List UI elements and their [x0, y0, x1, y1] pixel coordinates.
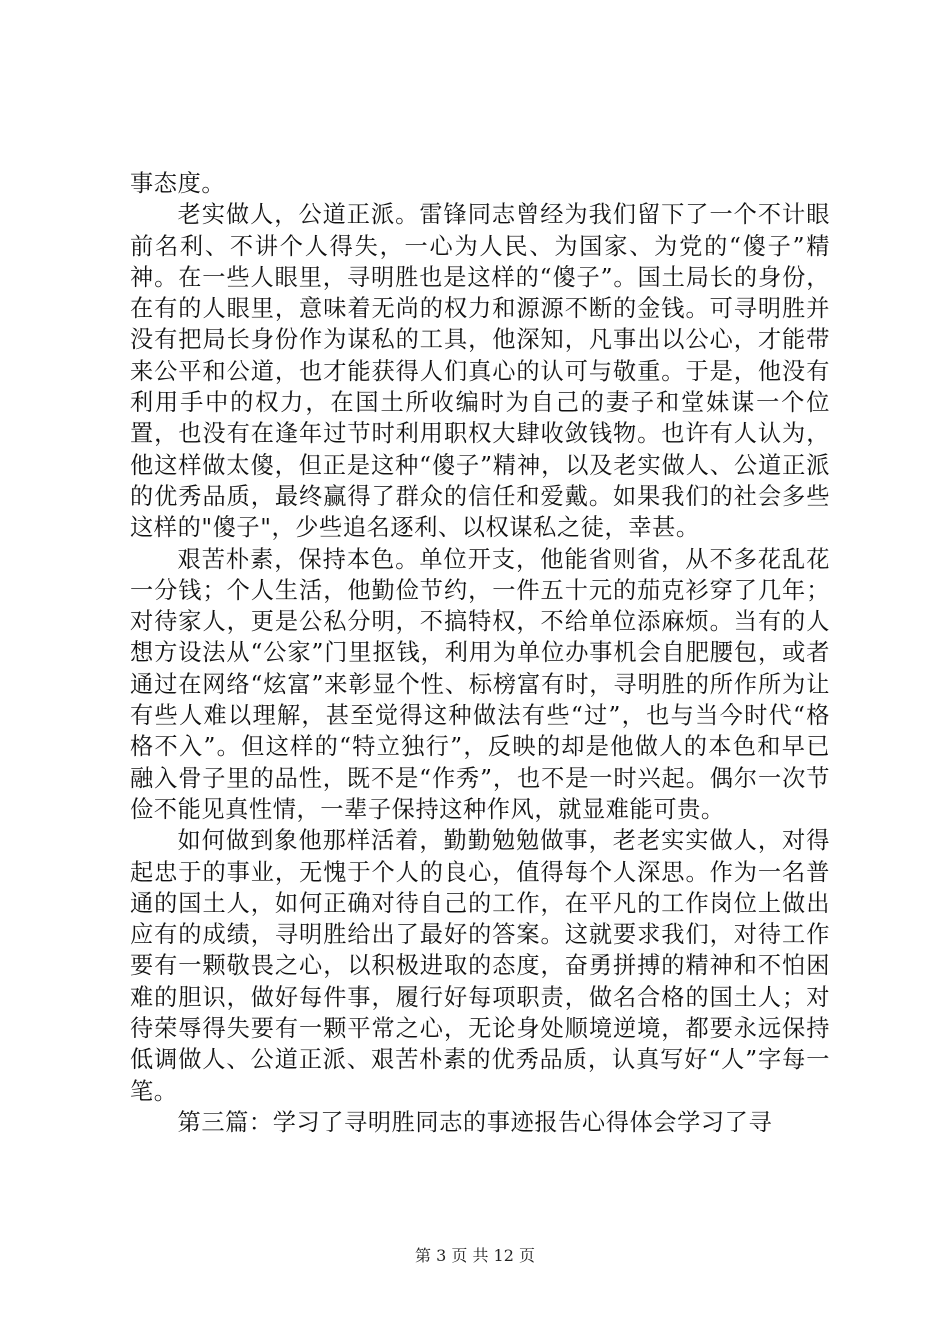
document-body — [130, 168, 830, 1138]
paragraph-third-article: 第三篇：学习了寻明胜同志的事迹报告心得体会学习了寻 — [177, 1108, 773, 1136]
paragraph-frugality: 艰苦朴素，保持本色。单位开支，他能省则省，从不多花乱花一分钱；个人生活，他勤俭节约，一件五十元的茄克衫穿了几年；对待家人，更是公私分明，不搞特权，不给单位添麻烦。当有的人想方设法从“公家”门里抠钱，利用为单位办事机会自肥腰包，或者通过在网络“炫富”来彰显个性、标榜富有时，寻明胜的所作所为让有些人难以理解，甚至觉得这种做法有些“过”，也与当今时代“格格不入”。但这样的“特立独行”，反映的却是他做人的本色和早已融入骨子里的品性，既不是“作秀”，也不是一时兴起。偶尔一次节俭不能见真性情，一辈子保持这种作风，就显难能可贵。 — [130, 545, 830, 823]
paragraph-reflection: 如何做到象他那样活着，勤勤勉勉做事，老老实实做人，对得起忠于的事业，无愧于个人的良心，值得每个人深思。作为一名普通的国土人，如何正确对待自己的工作，在平凡的工作岗位上做出应有的成绩，寻明胜给出了最好的答案。这就要求我们，对待工作要有一颗敬畏之心，以积极进取的态度，奋勇拼搏的精神和不怕困难的胆识，做好每件事，履行好每项职责，做名合格的国土人；对待荣辱得失要有一颗平常之心，无论身处顺境逆境，都要永远保持低调做人、公道正派、艰苦朴素的优秀品质，认真写好“人”字每一笔。 — [130, 827, 830, 1105]
paragraph-continuation: 事态度。 — [130, 170, 226, 197]
paragraph-honesty: 老实做人，公道正派。雷锋同志曾经为我们留下了一个不计眼前名利、不讲个人得失，一心为人民、为国家、为党的“傻子”精神。在一些人眼里，寻明胜也是这样的“傻子”。国土局长的身份，在有的人眼里，意味着无尚的权力和源源不断的金钱。可寻明胜并没有把局长身份作为谋私的工具，他深知，凡事出以公心，才能带来公平和公道，也才能获得人们真心的认可与敬重。于是，他没有利用手中的权力，在国土所收编时为自己的妻子和堂妹谋一个位置，也没有在逢年过节时利用职权大肆收敛钱物。也许有人认为，他这样做太傻，但正是这种“傻子”精神，以及老实做人、公道正派的优秀品质，最终赢得了群众的信任和爱戴。如果我们的社会多些这样的"傻子"，少些追名逐利、以权谋私之徒，幸甚。 — [130, 201, 830, 542]
page-number-footer: 第 3 页 共 12 页 — [415, 1246, 535, 1265]
